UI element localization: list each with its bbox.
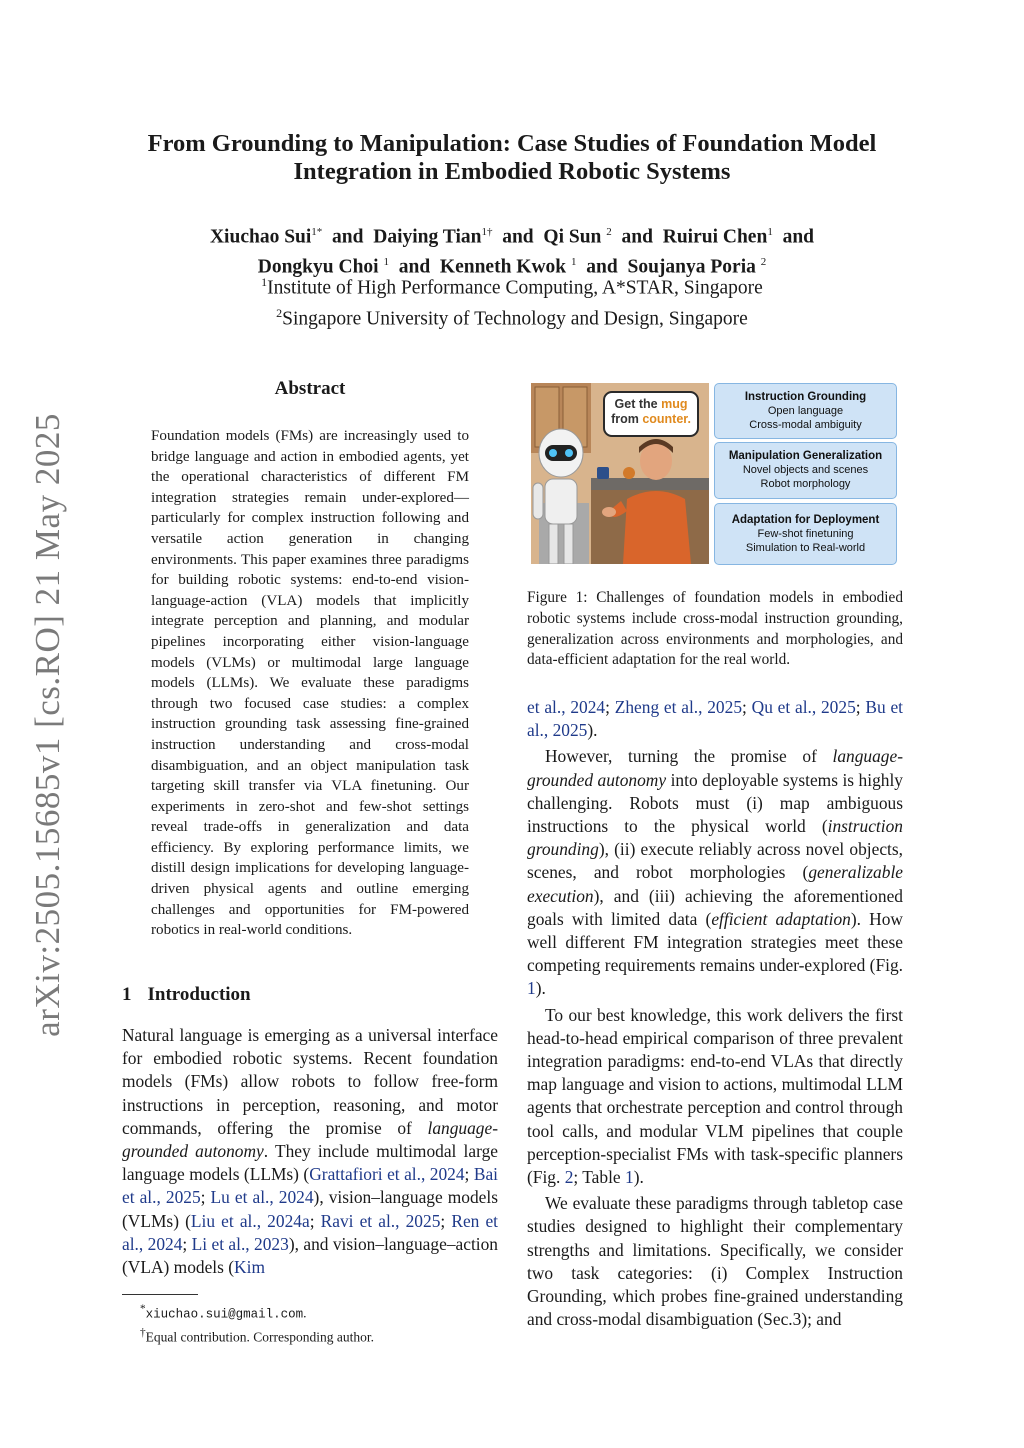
abstract-heading: Abstract [274, 378, 346, 399]
affiliations: $^1$Institute of High Performance Computing, A*STAR, Singapore $^2$Singapore University of Technology and Design, Singapore [261, 275, 763, 329]
abstract-text: Foundation models (FMs) are increasingly used to bridge language and action in embodied agents, yet the operational characteristics of different FM integration strategies remain under-explored—particularly for complex instruction following and versatile action generation in changing environments. This paper examines three paradigms for building robotic systems: end-to-end vision-language-action (VLA) models that implicitly integrate perception and planning, and modular pipelines incorporating either vision-language models (VLMs) or multimodal large language models (LLMs). We evaluate these paradigms through two focused case studies: a complex instruction grounding task assessing fine-grained instruction understanding and cross-modal disambiguation, and an object manipulation task targeting skill transfer via VLA finetuning. Our experiments in zero-shot and few-shot settings reveal trade-offs in generalization and data efficiency. By exploring performance limits, we distill design implications for developing language-driven physical agents and outline emerging challenges and opportunities for FM-powered robotics in real-world conditions. [151, 428, 469, 939]
paper-title: From Grounding to Manipulation: Case Studies of Foundation Model Integration in Embodied Robotic Systems [147, 130, 877, 185]
right-column-text [527, 696, 903, 1331]
footnotes: *xiuchao.sui@gmail.com. †Equal contribution. Corresponding author. [140, 1303, 374, 1344]
citation-link[interactable]: Ravi et al., 2025 [320, 1210, 441, 1231]
citation-link[interactable]: Ren et al., 2024 [122, 1210, 499, 1254]
arxiv-identifier: arXiv:2505.15685v1 [cs.RO] 21 May 2025 [28, 413, 67, 1037]
arxiv-sidebar [28, 413, 68, 1037]
intro-paragraph: Natural language is emerging as a universal interface for embodied robotic systems. Recent foundation models (FMs) allow robots to follow free-form instructions in perception, reasoning, and motor commands, offering the promise of language-grounded autonomy. They include multimodal large language models (LLMs) (Grattafiori et al., 2024; Bai et al., 2025; Lu et al., 2024), vision–language models (VLMs) (Liu et al., 2024a; Ravi et al., 2025; Ren et al., 2024; Li et al., 2023), and vision–language–action (VLA) models (Kim [122, 1025, 499, 1278]
author-list: Xiuchao Sui$^{1*}$ and Daiying Tian$^{1\dagger}$ and Qi Sun $^2$ and Ruirui Chen$^1$ and Dongkyu Choi $^1$ and Kenneth Kwok $^1$ and Soujanya Poria $^2$ [209, 226, 815, 277]
citation-link[interactable]: Zheng et al., 2025 [614, 697, 743, 717]
citation-link[interactable]: Liu et al., 2024a [190, 1210, 310, 1231]
table-ref-link[interactable]: 1 [624, 1167, 634, 1188]
citation-link[interactable]: et al., 2024 [527, 697, 606, 717]
figure-ref-link[interactable]: 2 [564, 1167, 574, 1188]
citation-link[interactable]: Li et al., 2023 [191, 1233, 289, 1254]
citation-link[interactable]: Qu et al., 2025 [751, 697, 856, 717]
continued-paragraph: et al., 2024; Zheng et al., 2025; Qu et al., 2025; Bu et al., 2025). [527, 697, 904, 741]
challenge-box-grounding: Instruction Grounding Open language Cross-modal ambiguity [714, 383, 897, 439]
citation-link[interactable]: Lu et al., 2024 [210, 1187, 314, 1208]
citation-link[interactable]: Bai et al., 2025 [122, 1164, 498, 1208]
paragraph-contribution: To our best knowledge, this work delivers the first head-to-head empirical comparison of three prevalent integration paradigms: end-to-end VLAs that directly map language and vision to actions, multimodal LLM agents that orchestrate perception and control through tool calls, and modular VLM pipelines that couple perception-specialist FMs with task-specific planners (Fig. 2; Table 1). [527, 1004, 903, 1188]
challenge-box-adaptation: Adaptation for Deployment Few-shot finetuning Simulation to Real-world [714, 503, 897, 565]
paragraph-evaluation: We evaluate these paradigms through tabletop case studies designed to highlight their complementary strengths and limitations. Specifically, we consider two task categories: (i) Complex Instruction Grounding, which probes fine-grained understanding and cross-modal disambiguation (Sec.3); and [527, 1193, 903, 1330]
footnote-rule [122, 1294, 198, 1295]
section-heading: 1 Introduction [122, 984, 251, 1005]
kitchen-robot-illustration [531, 383, 709, 564]
challenge-box-generalization: Manipulation Generalization Novel objects and scenes Robot morphology [714, 442, 897, 499]
citation-link[interactable]: Bu et al., 2025 [527, 697, 904, 741]
paragraph-challenges: However, turning the promise of language-grounded autonomy into deployable systems is highly challenging. Robots must (i) map ambiguous instructions to the physical world (instruction grounding), (ii) execute reliably across novel objects, scenes, and robot morphologies (generalizable execution), and (iii) achieving the aforementioned goals with limited data (efficient adaptation). How well different FM integration strategies meet these competing requirements remains under-explored (Fig. 1). [527, 746, 903, 999]
speech-bubble: Get the mug from counter. [603, 391, 699, 437]
figure-ref-link[interactable]: 1 [527, 978, 536, 999]
citation-link[interactable]: Grattafiori et al., 2024 [309, 1164, 465, 1185]
figure-1 [531, 383, 897, 565]
citation-link[interactable]: Kim [234, 1257, 265, 1278]
figure-caption: Figure 1: Challenges of foundation models in embodied robotic systems include cross-modal instruction grounding, generalization across environments and morphologies, and data-efficient adaptation for the real world. [527, 589, 903, 669]
